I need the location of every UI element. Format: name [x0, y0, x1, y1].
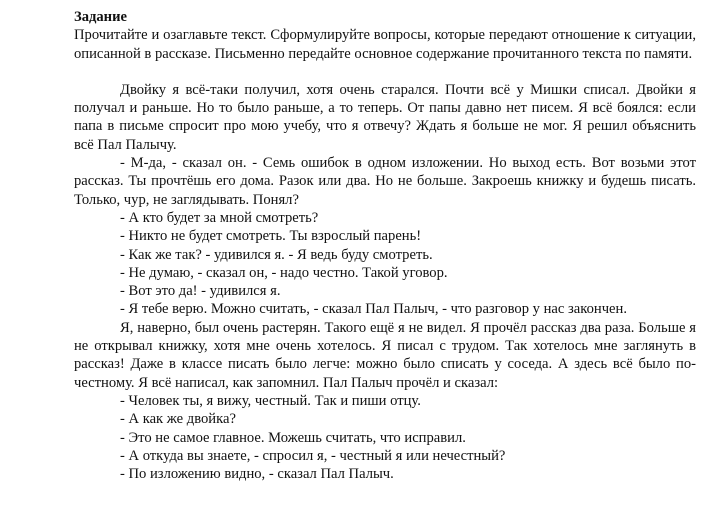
story-paragraph-1: Двойку я всё-таки получил, хотя очень старался. Почти всё у Мишки списал. Двойки я получал и раньше. Но то было раньше, а то теперь. От папы давно нет писем. Я всё боялся: если папа в письме спросит про мою учебу, что я отвечу? Ждать я больше не мог. Я решил объяснить всё Пал Палычу. — [74, 81, 696, 153]
dialogue-line-11: - А откуда вы знаете, - спросил я, - честный я или нечестный? — [120, 447, 506, 464]
dialogue-line-9: - А как же двойка? — [120, 411, 236, 428]
task-instructions: Прочитайте и озаглавьте текст. Сформулируйте вопросы, которые передают отношение к ситуации, описанной в рассказе. Письменно передайте основное содержание прочитанного текста по памяти. — [74, 27, 696, 62]
dialogue-line-3: - Никто не будет смотреть. Ты взрослый парень! — [120, 228, 422, 245]
document-title: Задание — [74, 9, 127, 25]
dialogue-line-4: - Как же так? - удивился я. - Я ведь буду смотреть. — [120, 246, 433, 263]
dialogue-line-12: - По изложению видно, - сказал Пал Палыч. — [120, 466, 394, 483]
paragraph-gap — [74, 63, 696, 81]
dialogue-line-5: - Не думаю, - сказал он, - надо честно. Такой уговор. — [120, 264, 448, 281]
dialogue-line-1: - М-да, - сказал он. - Семь ошибок в одном изложении. Но выход есть. Вот возьми этот рассказ. Ты прочтёшь его дома. Разок или два. Но не больше. Закроешь книжку и будешь писать. Только, чур, не заглядывать. Понял? — [74, 155, 696, 208]
story-paragraph-2: Я, наверно, был очень растерян. Такого ещё я не видел. Я прочёл рассказ два раза. Больше я не открывал книжку, хотя мне очень хотелось. Я писал с трудом. Так хотелось мне заглянуть в рассказ! Даже в классе писать было легче: можно было списать у соседа. А здесь всё было по-честному. Я всё написал, как запомнил. Пал Палыч прочёл и сказал: — [74, 319, 696, 391]
dialogue-line-8: - Человек ты, я вижу, честный. Так и пиши отцу. — [120, 392, 421, 409]
document-page — [74, 8, 696, 483]
dialogue-line-10: - Это не самое главное. Можешь считать, что исправил. — [120, 429, 466, 446]
dialogue-line-2: - А кто будет за мной смотреть? — [120, 209, 319, 226]
dialogue-line-6: - Вот это да! - удивился я. — [120, 283, 281, 300]
dialogue-line-7: - Я тебе верю. Можно считать, - сказал Пал Палыч, - что разговор у нас закончен. — [120, 301, 627, 318]
